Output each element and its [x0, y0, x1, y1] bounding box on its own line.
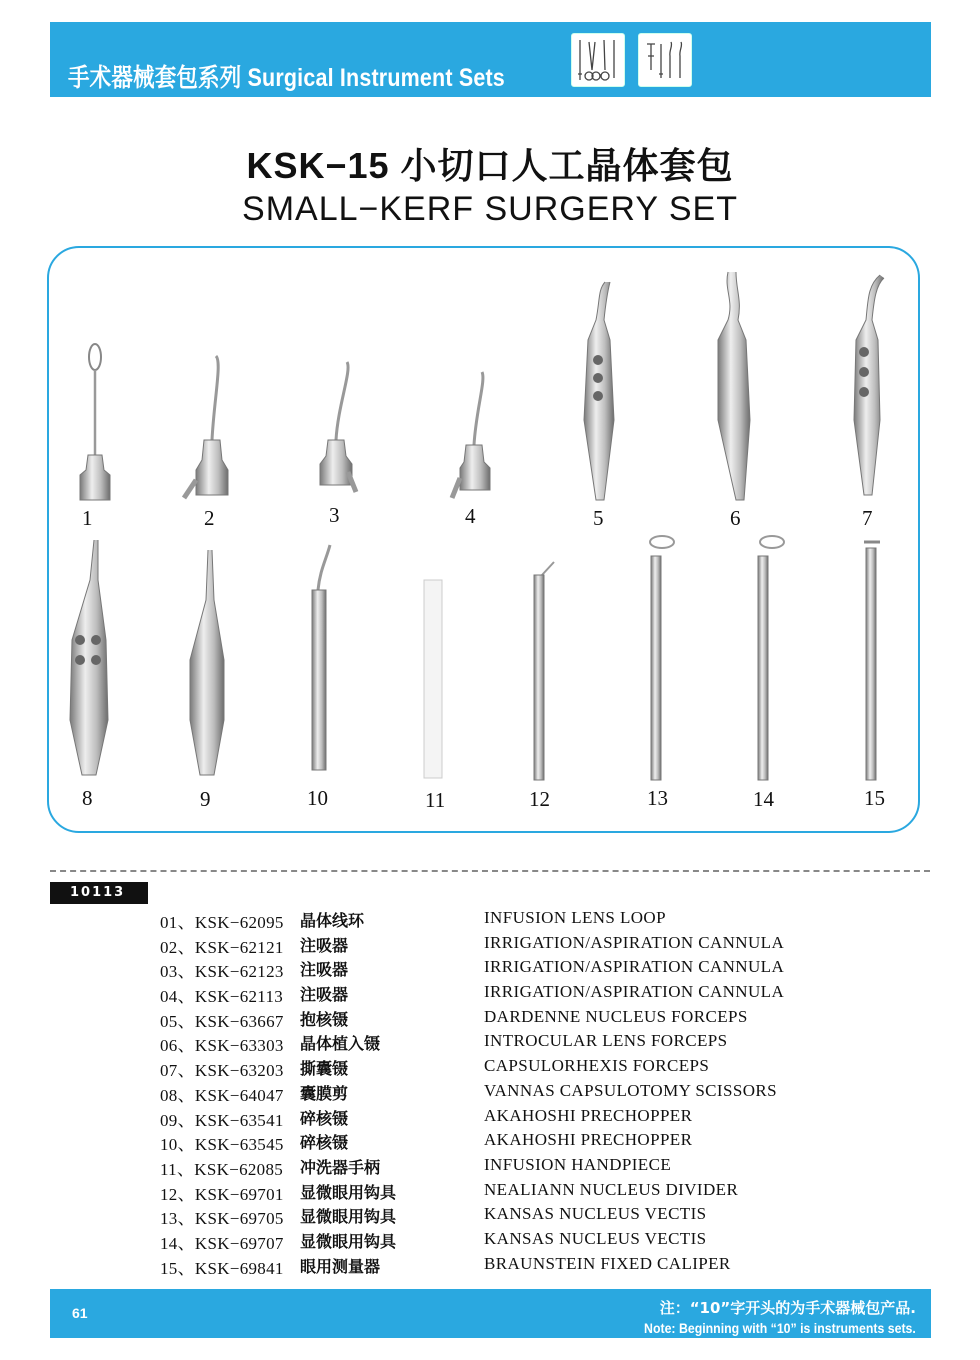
item-code: 10、KSK−63545 — [160, 1135, 284, 1155]
item-name-en: INFUSION LENS LOOP — [484, 908, 666, 927]
list-item — [0, 1229, 980, 1254]
instrument-label-13: 13 — [647, 786, 668, 810]
instrument-label-1: 1 — [82, 506, 93, 530]
item-code: 12、KSK−69701 — [160, 1184, 284, 1204]
item-code: 15、KSK−69841 — [160, 1258, 284, 1278]
vannas-scissors-image — [70, 540, 108, 775]
akahoshi-prechopper-9-image — [190, 550, 224, 775]
instrument-label-2: 2 — [204, 506, 215, 530]
list-item — [0, 1106, 980, 1131]
instrument-label-4: 4 — [465, 504, 476, 528]
list-item — [0, 1081, 980, 1106]
item-name-cn: 眼用测量器 — [300, 1256, 381, 1276]
item-name-en: NEALIANN NUCLEUS DIVIDER — [484, 1179, 739, 1199]
item-code: 07、KSK−63203 — [160, 1061, 284, 1081]
item-name-cn: 碎核镊 — [300, 1108, 349, 1128]
list-item — [0, 933, 980, 958]
infusion-lens-loop-image — [80, 344, 110, 500]
nucleus-divider-image — [534, 562, 554, 780]
instrument-label-7: 7 — [862, 506, 873, 530]
item-name-en: IRRIGATION/ASPIRATION CANNULA — [484, 982, 785, 1002]
item-name-en: KANSAS NUCLEUS VECTIS — [484, 1228, 707, 1248]
item-code: 11、KSK−62085 — [160, 1159, 284, 1179]
footer-note-english: Note: Beginning with “10” is instruments sets. — [644, 1320, 916, 1336]
item-code: 01、KSK−62095 — [160, 913, 284, 932]
item-code: 05、KSK−63667 — [160, 1011, 284, 1031]
item-name-en: CAPSULORHEXIS FORCEPS — [484, 1056, 710, 1076]
instrument-label-3: 3 — [329, 503, 340, 527]
footer-note-chinese: 注：“10”字开头的为手术器械包产品. — [659, 1299, 916, 1317]
item-name-en: INFUSION HANDPIECE — [484, 1154, 672, 1174]
irrigation-cannula-4-image — [452, 372, 490, 498]
list-item — [0, 1130, 980, 1155]
kansas-vectis-14-image — [758, 536, 784, 780]
item-name-cn: 显微眼用钩具 — [300, 1231, 397, 1251]
instrument-label-10: 10 — [307, 786, 328, 810]
list-item — [0, 1254, 980, 1279]
item-name-en: KANSAS NUCLEUS VECTIS — [484, 1204, 707, 1224]
instrument-label-8: 8 — [82, 786, 93, 810]
item-name-cn: 晶体植入镊 — [300, 1034, 381, 1054]
item-code: 04、KSK−62113 — [160, 987, 284, 1007]
set-code-tab: 10113 — [50, 882, 148, 904]
list-item — [0, 982, 980, 1007]
item-name-en: AKAHOSHI PRECHOPPER — [484, 1105, 693, 1125]
item-name-cn: 注吸器 — [300, 960, 349, 980]
item-name-en: IRRIGATION/ASPIRATION CANNULA — [484, 957, 785, 977]
capsulorhexis-forceps-image — [854, 275, 884, 495]
item-code: 02、KSK−62121 — [160, 937, 284, 957]
item-name-cn: 碎核镊 — [300, 1133, 349, 1153]
dardenne-forceps-image — [584, 282, 614, 500]
list-item — [0, 1007, 980, 1032]
item-name-en: BRAUNSTEIN FIXED CALIPER — [484, 1253, 731, 1273]
catalog-list — [0, 908, 980, 1278]
header-title: 手术器械套包系列 Surgical Instrument Sets — [68, 64, 505, 92]
item-code: 08、KSK−64047 — [160, 1085, 284, 1105]
item-name-en: AKAHOSHI PRECHOPPER — [484, 1130, 693, 1150]
instrument-label-15: 15 — [864, 786, 885, 810]
list-item — [0, 1204, 980, 1229]
list-item — [0, 957, 980, 982]
instrument-label-6: 6 — [730, 506, 741, 530]
instrument-label-5: 5 — [593, 506, 604, 530]
infusion-handpiece-image — [424, 580, 442, 778]
item-name-cn: 注吸器 — [300, 985, 349, 1005]
instrument-label-12: 12 — [529, 787, 550, 811]
item-code: 03、KSK−62123 — [160, 962, 284, 982]
item-name-en: VANNAS CAPSULOTOMY SCISSORS — [484, 1080, 777, 1100]
section-divider — [50, 870, 930, 872]
item-code: 06、KSK−63303 — [160, 1036, 284, 1056]
page-number: 61 — [72, 1305, 88, 1321]
list-item — [0, 1056, 980, 1081]
item-name-cn: 显微眼用钩具 — [300, 1207, 397, 1227]
list-item — [0, 1031, 980, 1056]
list-item — [0, 1180, 980, 1205]
lens-forceps-image — [718, 272, 750, 500]
item-name-cn: 显微眼用钩具 — [300, 1182, 397, 1202]
list-item — [0, 1155, 980, 1180]
kansas-vectis-13-image — [650, 536, 674, 780]
item-name-cn: 撕囊镊 — [300, 1059, 349, 1079]
instrument-label-14: 14 — [753, 787, 774, 811]
instrument-label-9: 9 — [200, 787, 211, 811]
list-item — [0, 908, 980, 933]
item-name-cn: 注吸器 — [300, 935, 349, 955]
item-name-en: IRRIGATION/ASPIRATION CANNULA — [484, 932, 785, 952]
instrument-label-11: 11 — [425, 788, 446, 812]
item-name-cn: 冲洗器手柄 — [300, 1157, 381, 1177]
item-name-en: DARDENNE NUCLEUS FORCEPS — [484, 1006, 748, 1026]
set-title-chinese: KSK−15 小切口人工晶体套包 — [246, 145, 734, 186]
item-name-cn: 晶体线环 — [300, 911, 365, 930]
irrigation-cannula-2-image — [184, 356, 228, 498]
item-code: 14、KSK−69707 — [160, 1233, 284, 1253]
item-name-en: INTROCULAR LENS FORCEPS — [484, 1031, 728, 1051]
irrigation-cannula-3-image — [320, 362, 356, 492]
item-code: 13、KSK−69705 — [160, 1209, 284, 1229]
set-title-english: SMALL−KERF SURGERY SET — [242, 190, 738, 228]
item-code: 09、KSK−63541 — [160, 1110, 284, 1130]
braunstein-caliper-image — [864, 542, 880, 780]
item-name-cn: 囊膜剪 — [300, 1083, 349, 1103]
akahoshi-prechopper-10-image — [312, 545, 330, 770]
item-name-cn: 抱核镊 — [300, 1009, 349, 1029]
